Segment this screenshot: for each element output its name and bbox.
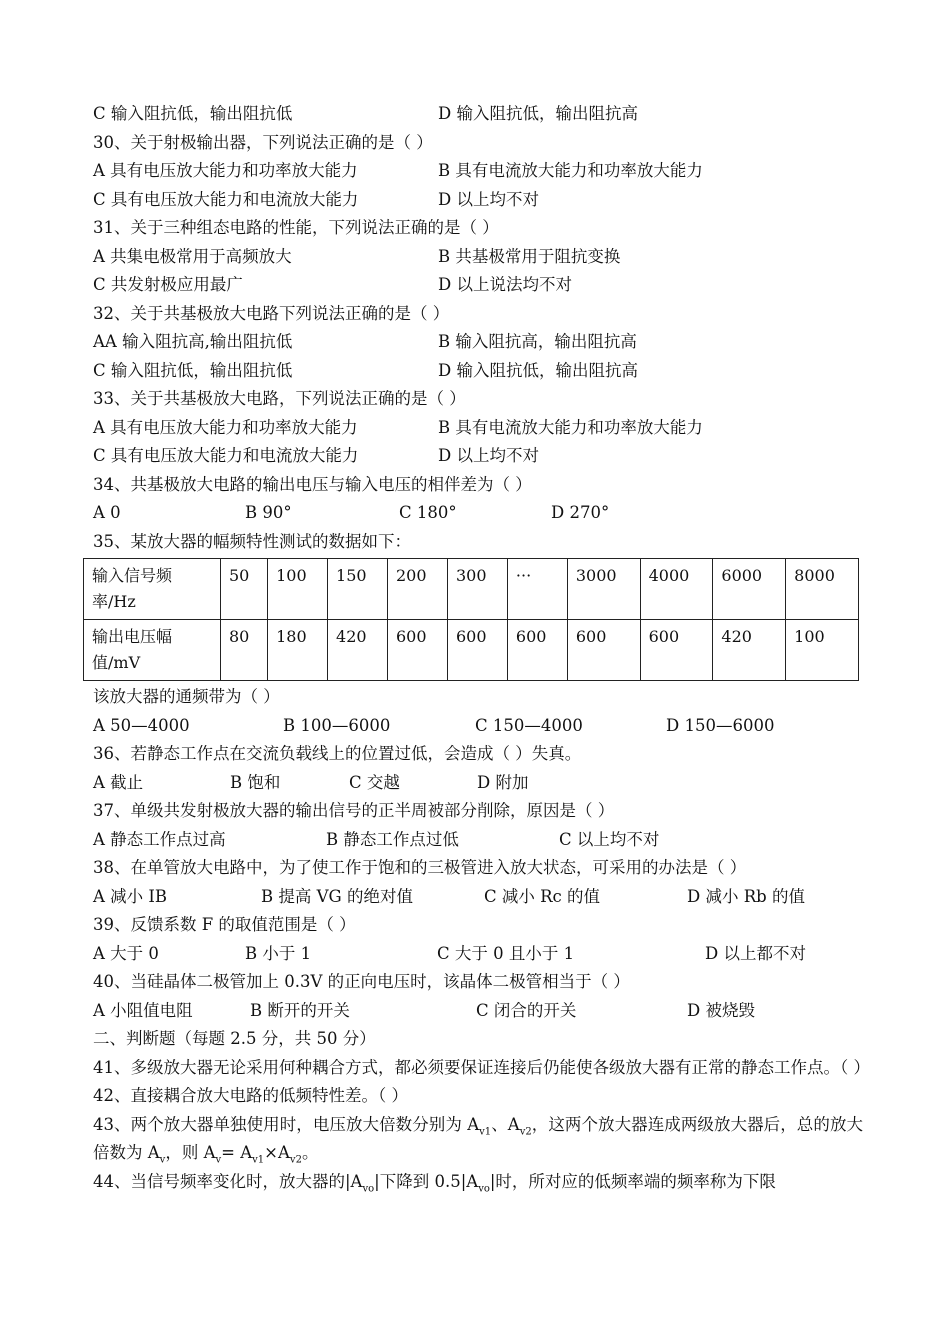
- question-line: 35、某放大器的幅频特性测试的数据如下：: [93, 531, 411, 551]
- table-cell: 600: [640, 620, 713, 681]
- question-line: 36、若静态工作点在交流负载线上的位置过低，会造成（ ）失真。: [93, 744, 582, 763]
- option-item: D 减小 Rb 的值: [687, 886, 805, 906]
- table-cell: 600: [567, 620, 640, 681]
- table-cell: 3000: [567, 559, 640, 620]
- subscript: v1: [252, 1154, 265, 1166]
- options-row: [93, 940, 863, 969]
- question-line: 38、在单管放大电路中，为了使工作于饱和的三极管进入放大状态，可采用的办法是（ ）: [93, 858, 747, 877]
- options-row: [93, 442, 863, 471]
- table-row: [84, 620, 859, 681]
- option-item: A 大于 0: [93, 943, 159, 963]
- question-line: 该放大器的通频带为（ ）: [93, 687, 280, 706]
- option-item: D 270°: [551, 503, 610, 522]
- text-run: 44、当信号频率变化时，放大器的|A: [93, 1171, 363, 1191]
- subscript: v1: [479, 1125, 492, 1137]
- option-item: C 以上均不对: [559, 829, 660, 849]
- option-item: A 小阻值电阻: [93, 1000, 193, 1020]
- question-line: [93, 1111, 863, 1168]
- option-item: A 具有电压放大能力和功率放大能力: [93, 161, 358, 180]
- option-item: B 90°: [245, 503, 292, 522]
- option-item: D 以上都不对: [705, 943, 806, 963]
- option-item: D 被烧毁: [687, 1000, 755, 1020]
- question-line: 34、共基极放大电路的输出电压与输入电压的相伴差为（ ）: [93, 474, 532, 494]
- table-cell: 6000: [713, 559, 786, 620]
- question-line: 37、单级共发射极放大器的输出信号的正半周被部分削除，原因是（ ）: [93, 801, 615, 820]
- table-cell: 200: [388, 559, 448, 620]
- option-item: B 100—6000: [283, 715, 391, 735]
- options-row: [93, 414, 863, 443]
- subscript: vo: [478, 1182, 490, 1194]
- option-item: B 具有电流放大能力和功率放大能力: [438, 417, 703, 437]
- table-cell: 100: [786, 620, 859, 681]
- option-item: A 减小 IB: [93, 886, 168, 906]
- question-line: 31、关于三种组态电路的性能，下列说法正确的是（ ）: [93, 218, 499, 237]
- option-item: C 交越: [349, 772, 400, 792]
- question-line: 33、关于共基极放大电路，下列说法正确的是（ ）: [93, 389, 466, 408]
- question-line: 二、判断题（每题 2.5 分，共 50 分）: [93, 1029, 376, 1048]
- table-cell: 600: [388, 620, 448, 681]
- option-item: C 150—4000: [475, 715, 583, 735]
- options-row: [93, 157, 863, 186]
- text-run: |下降到 0.5|A: [374, 1171, 479, 1191]
- question-line: 39、反馈系数 F 的取值范围是（ ）: [93, 915, 356, 934]
- option-item: A 具有电压放大能力和功率放大能力: [93, 417, 358, 437]
- subscript: v2: [519, 1125, 532, 1137]
- text-run: 43、两个放大器单独使用时，电压放大倍数分别为 A: [93, 1114, 480, 1134]
- table-header-cell: 输出电压幅值/mV: [84, 620, 221, 681]
- text-run: ，则 A: [165, 1143, 216, 1162]
- option-item: A 共集电极常用于高频放大: [93, 246, 292, 266]
- option-item: D 以上说法均不对: [438, 275, 572, 294]
- option-item: B 提高 VG 的绝对值: [261, 886, 413, 906]
- subscript: v2: [289, 1154, 302, 1166]
- table-header-cell: 输入信号频率/Hz: [84, 559, 221, 620]
- option-item: C 闭合的开关: [476, 1000, 577, 1020]
- table-cell: 50: [221, 559, 268, 620]
- table-cell: 420: [328, 620, 388, 681]
- option-item: B 共基极常用于阻抗变换: [438, 246, 621, 266]
- option-item: A 0: [93, 503, 121, 522]
- options-row: [93, 769, 863, 798]
- option-item: A 50—4000: [93, 715, 190, 735]
- table-cell: 300: [447, 559, 507, 620]
- subscript: v: [159, 1154, 166, 1166]
- question-line: 41、多级放大器无论采用何种耦合方式，都必须要保证连接后仍能使各级放大器有正常的静态工作点。（ ）: [93, 1057, 870, 1077]
- question-line: 40、当硅晶体二极管加上 0.3V 的正向电压时，该晶体二极管相当于（ ）: [93, 972, 630, 991]
- table-cell: 100: [268, 559, 328, 620]
- options-row: [93, 328, 863, 357]
- option-item: A 截止: [93, 772, 144, 792]
- option-item: C 输入阻抗低，输出阻抗低: [93, 104, 293, 123]
- options-row: [93, 357, 863, 386]
- table-cell: 600: [447, 620, 507, 681]
- options-row: [93, 499, 863, 528]
- option-item: D 输入阻抗低，输出阻抗高: [438, 360, 638, 380]
- option-item: AA 输入阻抗高,输出阻抗低: [93, 332, 293, 351]
- table-cell: 420: [713, 620, 786, 681]
- exam-page: [92, 100, 870, 1196]
- text-run: 、A: [491, 1114, 520, 1134]
- option-item: A 静态工作点过高: [93, 829, 226, 849]
- option-item: B 小于 1: [245, 943, 312, 963]
- option-item: C 具有电压放大能力和电流放大能力: [93, 189, 359, 209]
- options-row: [93, 997, 863, 1026]
- option-item: D 附加: [477, 772, 529, 792]
- table-cell: 8000: [786, 559, 859, 620]
- option-item: B 输入阻抗高，输出阻抗高: [438, 332, 637, 351]
- option-item: C 共发射极应用最广: [93, 275, 243, 294]
- table-cell: 4000: [640, 559, 713, 620]
- option-item: D 150—6000: [666, 715, 775, 735]
- option-item: B 具有电流放大能力和功率放大能力: [438, 161, 703, 180]
- text-run: = A: [221, 1143, 253, 1162]
- question-line: 42、直接耦合放大电路的低频特性差。（ ）: [93, 1086, 408, 1105]
- text-run: |时，所对应的低频率端的频率称为下限: [489, 1171, 776, 1191]
- frequency-table: [83, 558, 859, 681]
- option-item: B 饱和: [230, 772, 281, 792]
- options-row: [93, 826, 863, 855]
- question-line: 32、关于共基极放大电路下列说法正确的是（ ）: [93, 303, 450, 323]
- option-item: D 以上均不对: [438, 446, 539, 465]
- option-item: C 具有电压放大能力和电流放大能力: [93, 446, 359, 465]
- option-item: C 大于 0 且小于 1: [437, 943, 575, 963]
- table-cell: 150: [328, 559, 388, 620]
- option-item: C 输入阻抗低，输出阻抗低: [93, 360, 293, 380]
- table-cell: 180: [268, 620, 328, 681]
- options-row: [93, 100, 863, 129]
- question-line: [93, 1168, 863, 1197]
- options-row: [93, 271, 863, 300]
- text-run: 。: [301, 1143, 319, 1162]
- table-cell: 80: [221, 620, 268, 681]
- options-row: [93, 712, 863, 741]
- table-cell: ···: [507, 559, 567, 620]
- option-item: D 以上均不对: [438, 189, 539, 209]
- text-run: ，这两个放大器连成两级放大器后，总的放大倍数为 A: [93, 1114, 864, 1162]
- option-item: D 输入阻抗低，输出阻抗高: [438, 104, 638, 123]
- table-cell: 600: [507, 620, 567, 681]
- subscript: v: [215, 1154, 222, 1166]
- option-item: C 减小 Rc 的值: [484, 886, 601, 906]
- table-row: [84, 559, 859, 620]
- options-row: [93, 883, 863, 912]
- option-item: C 180°: [399, 503, 457, 522]
- text-run: ×A: [264, 1143, 290, 1162]
- question-line: 30、关于射极输出器，下列说法正确的是（ ）: [93, 132, 433, 152]
- option-item: B 断开的开关: [250, 1000, 350, 1020]
- options-row: [93, 243, 863, 272]
- options-row: [93, 186, 863, 215]
- option-item: B 静态工作点过低: [326, 829, 459, 849]
- subscript: vo: [362, 1182, 375, 1194]
